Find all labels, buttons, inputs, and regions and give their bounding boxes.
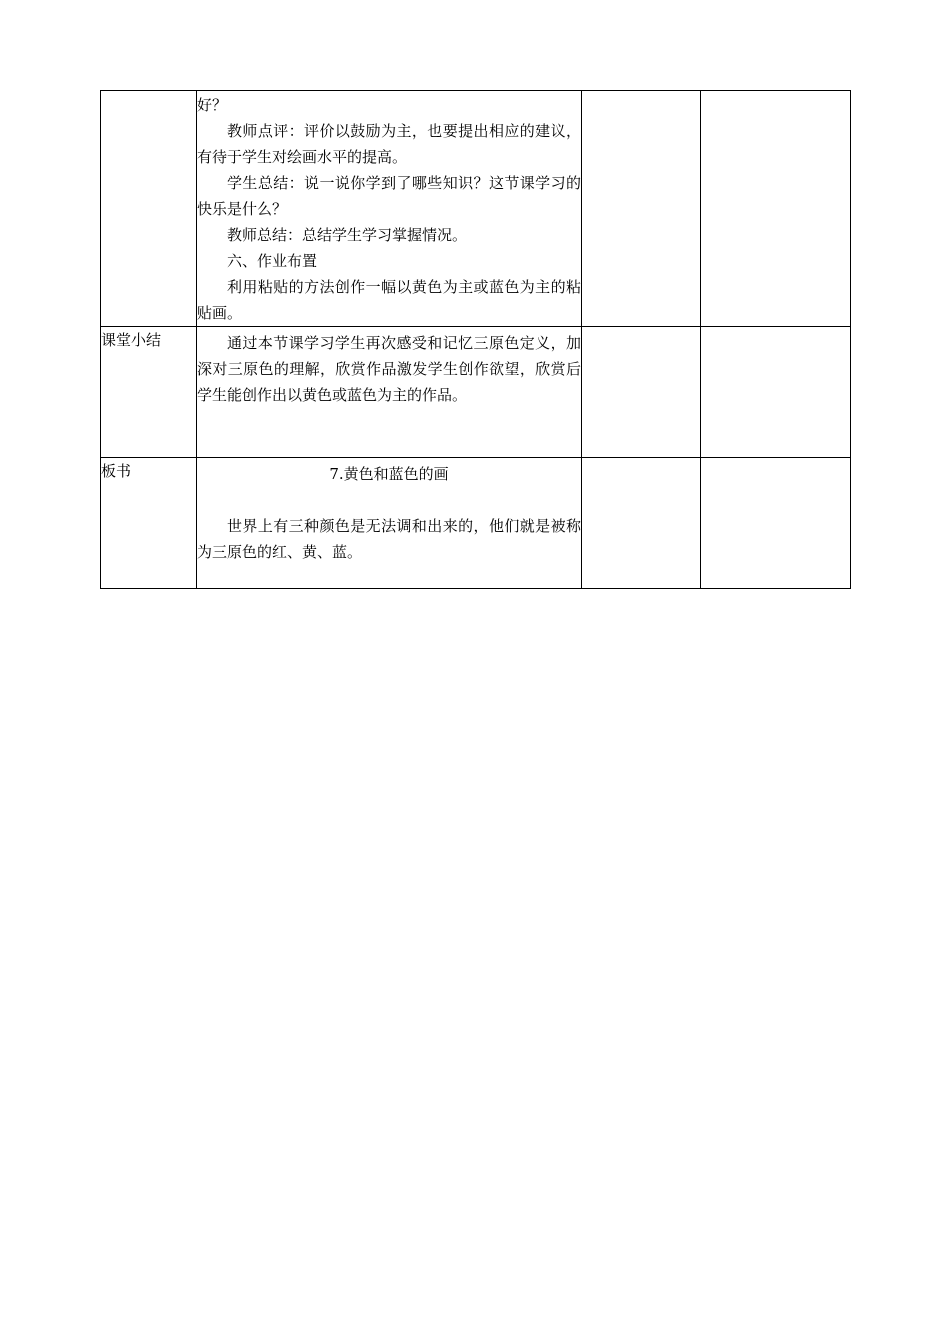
spacer <box>197 487 581 513</box>
blackboard-heading: 7.黄色和蓝色的画 <box>329 465 449 483</box>
row-label-summary: 课堂小结 <box>101 327 197 458</box>
row-label-blackboard: 板书 <box>101 458 197 589</box>
lesson-plan-table <box>100 90 851 589</box>
empty-cell <box>701 327 851 458</box>
paragraph: 教师总结：总结学生学习掌握情况。 <box>227 226 468 244</box>
empty-cell <box>701 91 851 327</box>
empty-cell <box>582 91 701 327</box>
summary-cell <box>197 327 582 458</box>
empty-cell <box>582 327 701 458</box>
empty-cell <box>582 458 701 589</box>
table-row <box>101 458 851 589</box>
empty-cell <box>701 458 851 589</box>
blackboard-cell <box>197 458 582 589</box>
paragraph: 通过本节课学习学生再次感受和记忆三原色定义，加深对三原色的理解，欣赏作品激发学生创作欲望，欣赏后学生能创作出以黄色或蓝色为主的作品。 <box>197 334 581 404</box>
paragraph: 利用粘贴的方法创作一幅以黄色为主或蓝色为主的粘贴画。 <box>197 278 581 322</box>
table-row <box>101 327 851 458</box>
paragraph: 好？ <box>197 96 228 114</box>
paragraph: 学生总结：说一说你学到了哪些知识？这节课学习的快乐是什么？ <box>197 174 581 218</box>
table-row <box>101 91 851 327</box>
paragraph: 教师点评：评价以鼓励为主，也要提出相应的建议，有待于学生对绘画水平的提高。 <box>197 122 581 166</box>
paragraph: 六、作业布置 <box>227 252 318 270</box>
paragraph: 世界上有三种颜色是无法调和出来的，他们就是被称为三原色的红、黄、蓝。 <box>197 517 581 561</box>
row-label-cell <box>101 91 197 327</box>
teaching-process-cell <box>197 91 582 327</box>
